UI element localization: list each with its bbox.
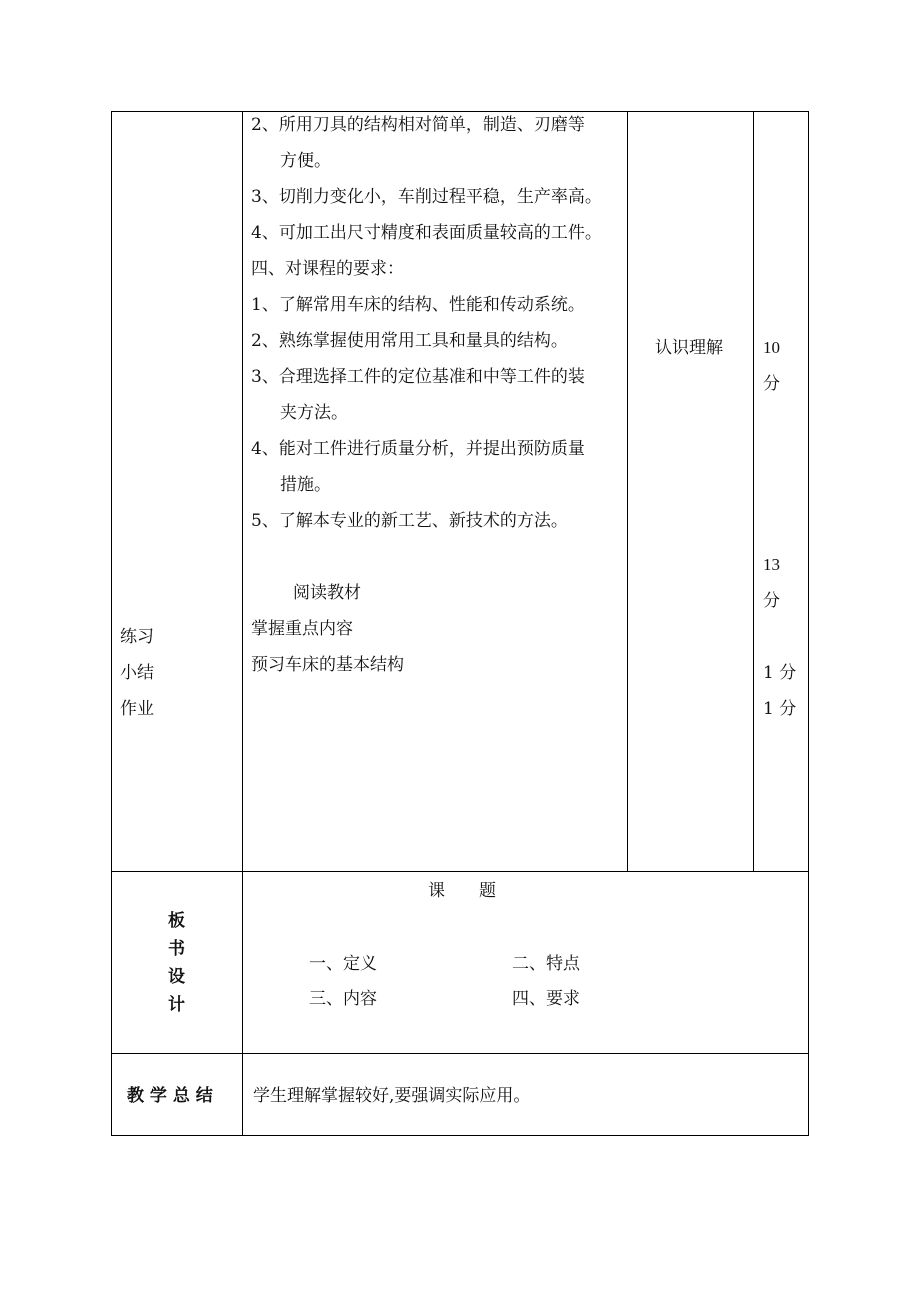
board-item: 二、特点 bbox=[512, 954, 580, 974]
content-line: 3、切削力变化小，车削过程平稳，生产率高。 bbox=[251, 187, 602, 207]
time-value: 1 分 bbox=[763, 663, 797, 683]
col-divider-label bbox=[242, 111, 243, 1136]
left-label-practice: 练习 bbox=[120, 627, 154, 647]
method-text: 认识理解 bbox=[655, 338, 723, 358]
board-label-char: 书 bbox=[168, 939, 185, 959]
content-line: 夹方法。 bbox=[280, 403, 348, 423]
content-line: 四、对课程的要求： bbox=[251, 259, 404, 279]
time-value: 1 分 bbox=[763, 699, 797, 719]
time-unit: 分 bbox=[763, 591, 780, 611]
time-value: 10 bbox=[763, 338, 780, 357]
row-divider-board bbox=[111, 871, 809, 872]
board-item: 一、定义 bbox=[309, 954, 377, 974]
col-divider-method bbox=[627, 111, 628, 872]
board-item: 三、内容 bbox=[309, 989, 377, 1009]
table-top-border bbox=[111, 111, 809, 112]
table-bottom-border bbox=[111, 1135, 809, 1136]
board-label-char: 板 bbox=[168, 911, 185, 931]
board-item: 四、要求 bbox=[512, 989, 580, 1009]
left-label-summary: 小结 bbox=[120, 663, 154, 683]
content-line: 方便。 bbox=[280, 151, 331, 171]
row-divider-summary bbox=[111, 1053, 809, 1054]
content-line: 2、所用刀具的结构相对简单，制造、刃磨等 bbox=[251, 115, 585, 135]
content-line: 5、了解本专业的新工艺、新技术的方法。 bbox=[251, 511, 568, 531]
practice-line: 掌握重点内容 bbox=[251, 619, 353, 639]
content-line: 3、合理选择工件的定位基准和中等工件的装 bbox=[251, 367, 585, 387]
summary-text: 学生理解掌握较好,要强调实际应用。 bbox=[253, 1086, 531, 1106]
practice-line: 预习车床的基本结构 bbox=[251, 655, 404, 675]
practice-line: 阅读教材 bbox=[293, 583, 361, 603]
col-divider-time bbox=[753, 111, 754, 872]
time-value: 13 bbox=[763, 555, 780, 574]
content-line: 2、熟练掌握使用常用工具和量具的结构。 bbox=[251, 331, 568, 351]
summary-label: 教 学 总 结 bbox=[127, 1086, 213, 1106]
content-line: 1、了解常用车床的结构、性能和传动系统。 bbox=[251, 295, 585, 315]
table-left-border bbox=[111, 111, 112, 1136]
left-label-homework: 作业 bbox=[120, 699, 154, 719]
content-line: 措施。 bbox=[280, 475, 331, 495]
content-line: 4、可加工出尺寸精度和表面质量较高的工件。 bbox=[251, 223, 602, 243]
table-right-border bbox=[808, 111, 809, 1136]
content-line: 4、能对工件进行质量分析，并提出预防质量 bbox=[251, 439, 585, 459]
board-label-char: 设 bbox=[168, 967, 185, 987]
time-unit: 分 bbox=[763, 374, 780, 394]
board-label-char: 计 bbox=[168, 995, 185, 1015]
board-topic: 课 题 bbox=[428, 881, 496, 901]
